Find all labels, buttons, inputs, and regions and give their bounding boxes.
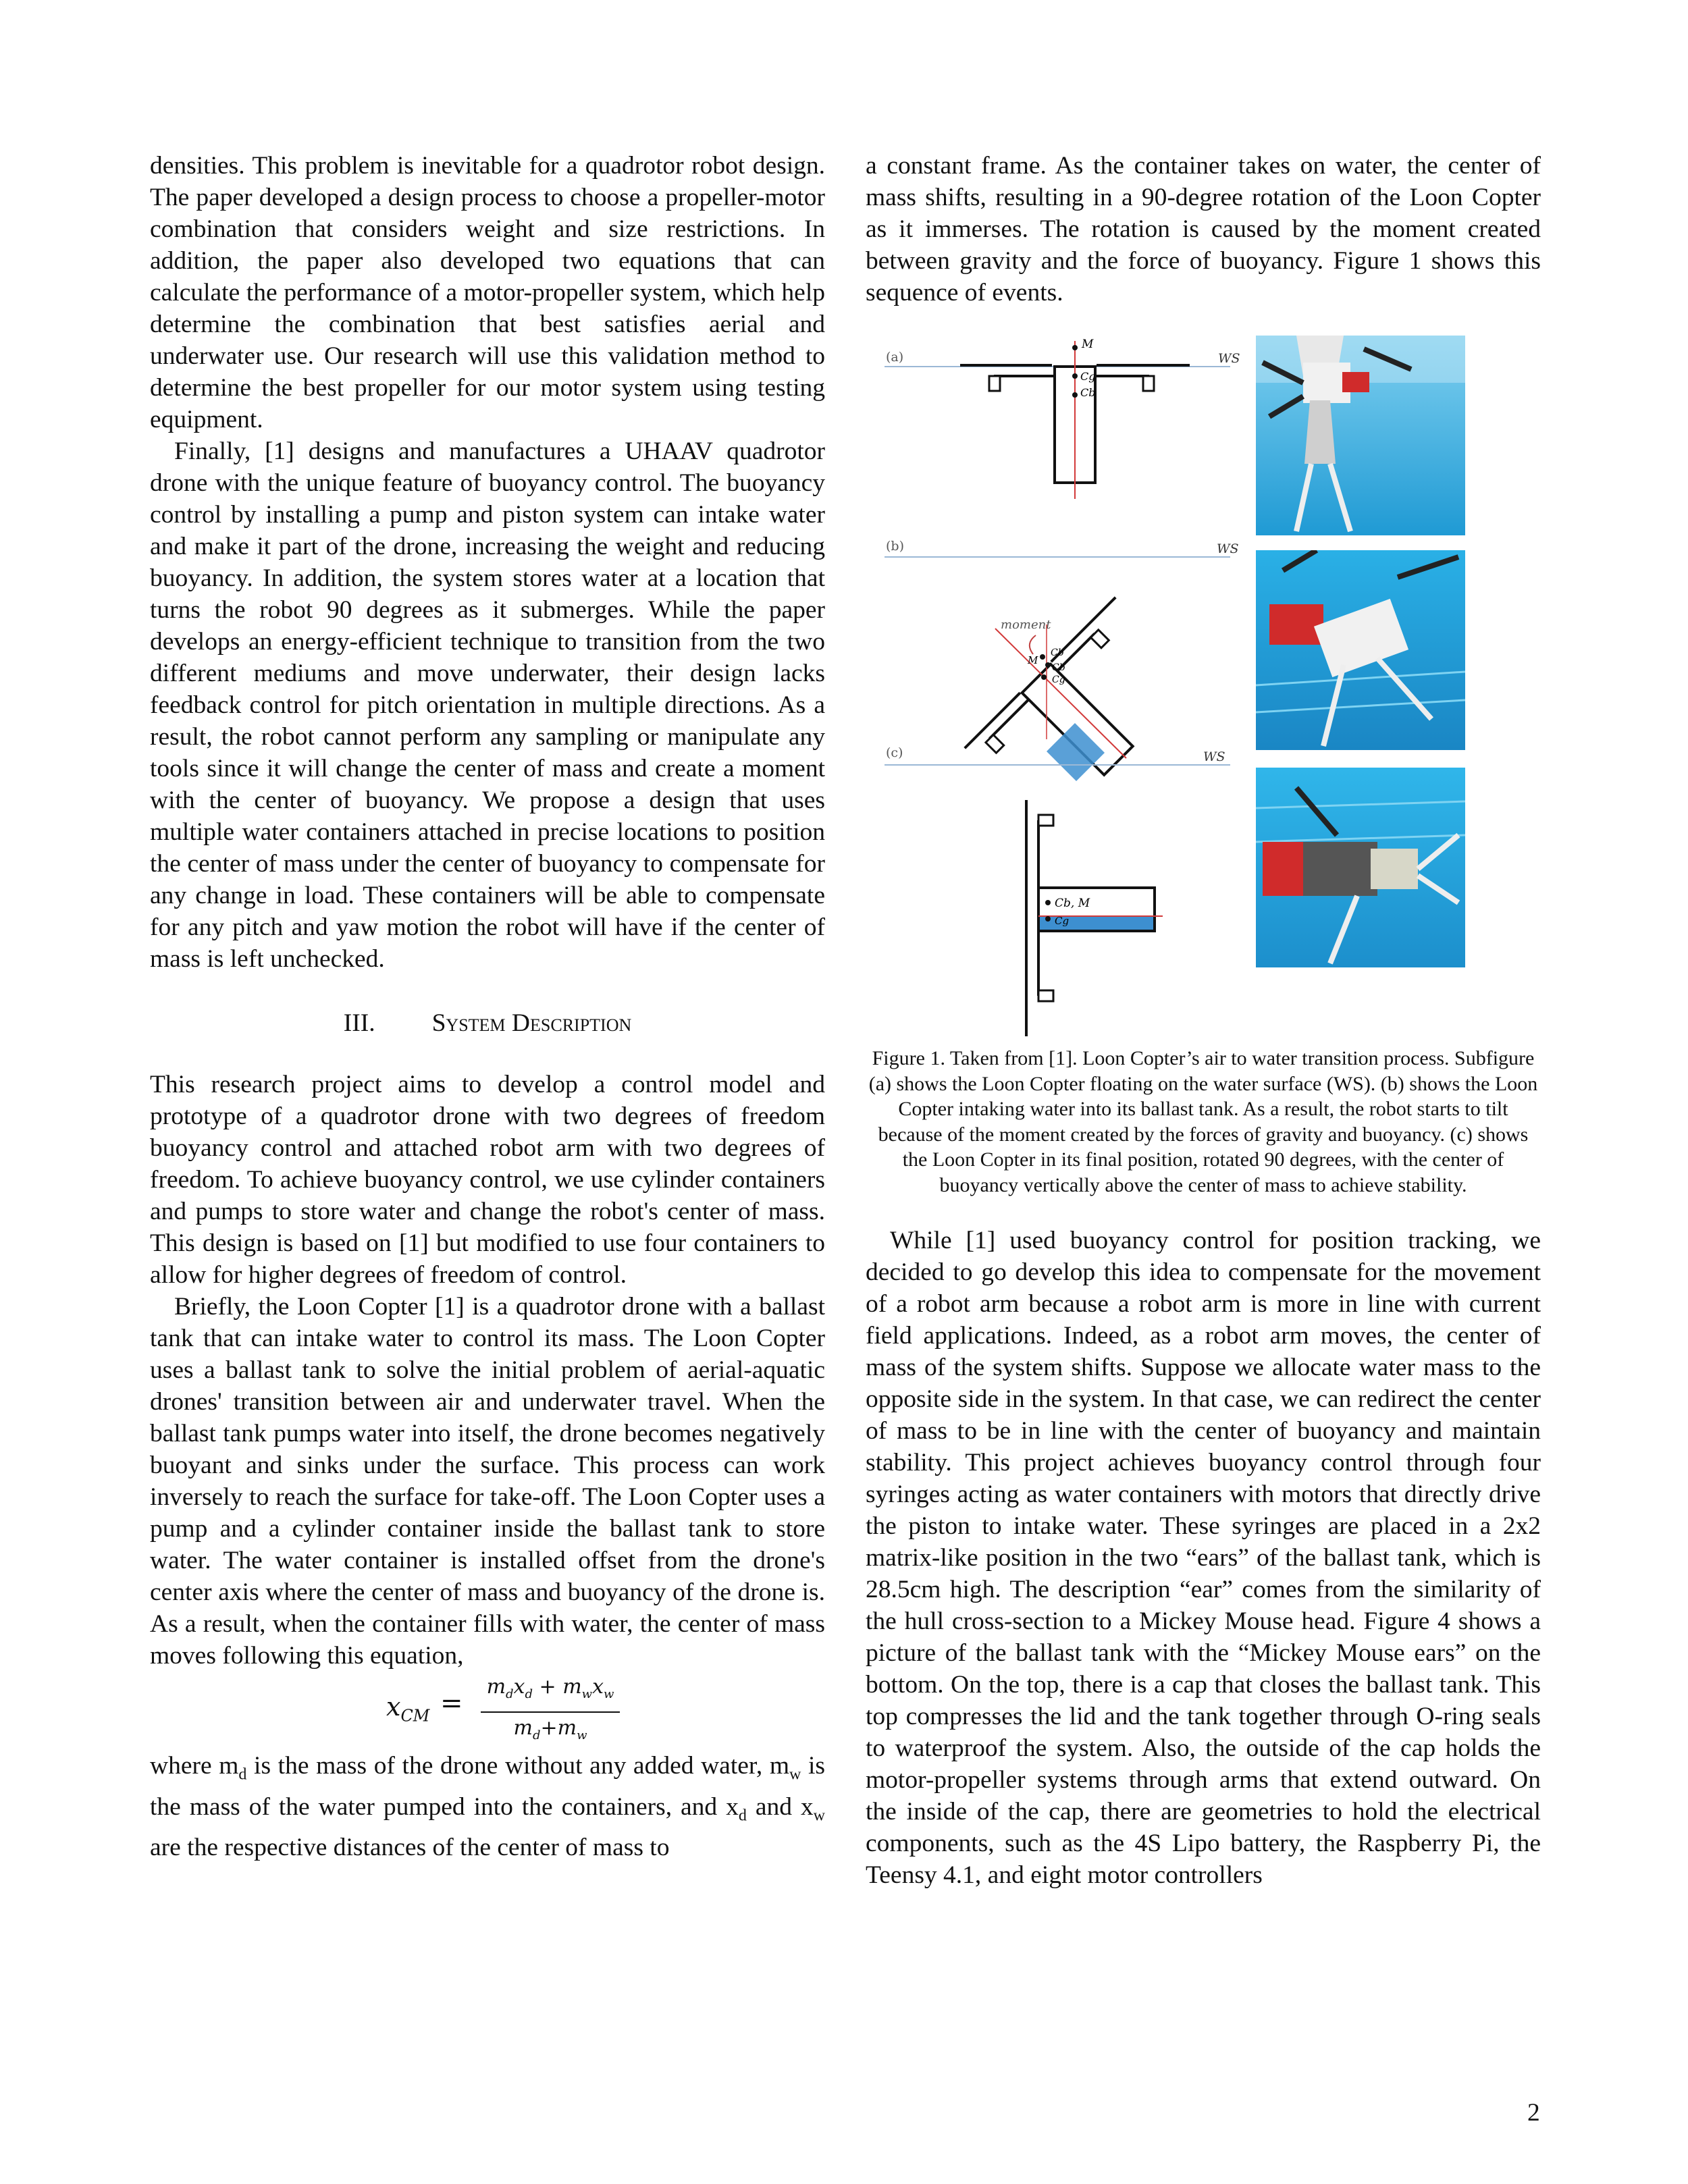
paragraph-where: where $m_d$ is the mass of the drone without any added water, $m_w$ is the mass of the water pumped into the containers, and $x_d$ and $x_w$ are the respective distances of the center of mass to: [150, 1752, 826, 1861]
photo-tilting: [1256, 550, 1465, 750]
left-column: [150, 150, 825, 1863]
cg-point-b: [1041, 674, 1047, 680]
photo-floating: [1256, 336, 1465, 535]
photo-tilting-image: [1256, 550, 1465, 750]
ws-label-c: WS: [1203, 749, 1225, 764]
equation-denominator: $m_d+m_w$: [513, 1716, 587, 1742]
section-title: System Description: [431, 1009, 632, 1037]
photo-submerged-image: [1256, 768, 1465, 967]
cg-label-b: Cg: [1052, 674, 1065, 685]
cb-m-label: Cb, M: [1055, 897, 1090, 910]
drone-submerged: [1026, 800, 1163, 1036]
equation-fraction: [481, 1674, 620, 1747]
drone-floating: [960, 338, 1190, 499]
cg-label-c: Cg: [1055, 915, 1070, 927]
moment-label: moment: [1001, 618, 1051, 632]
label-b: (b): [886, 539, 904, 554]
paragraph-briefly: Briefly, the Loon Copter [1] is a quadrotor drone with a ballast tank that can intake water to control its mass. The Loon Copter uses a ballast tank to solve the initial problem of aerial-aquatic drones' transition between air and underwater travel. When the ballast tank pumps water into itself, the drone becomes negatively buoyant and sinks under the surface. This process can work inversely to reach the surface for take-off. The Loon Copter uses a pump and a cylinder container inside the ballast tank to store water. The water container is installed offset from the drone's center axis where the center of mass and buoyancy of the drone is. As a result, when the container fills with water, the center of mass moves following this equation,: [150, 1293, 825, 1670]
page-number: 2: [1527, 2099, 1540, 2127]
mass-label-a: M: [1082, 338, 1094, 351]
photo-submerged: [1256, 768, 1465, 967]
cb-point-b: [1045, 662, 1051, 668]
cb-label-a: Cb: [1080, 386, 1096, 399]
equation-numerator: $m_dx_d + m_wx_w$: [486, 1675, 614, 1701]
center-of-mass-equation: [150, 1672, 825, 1750]
figure-1: [866, 327, 1541, 1046]
label-a: (a): [886, 350, 904, 365]
ws-label-a: WS: [1218, 351, 1240, 366]
section-number: III.: [343, 1009, 375, 1037]
equation-fraction-bar: [481, 1711, 620, 1713]
paragraph-constant-frame: a constant frame. As the container takes on water, the center of mass shifts, resulting in a 90-degree rotation of the Loon Copter as it immerses. The rotation is caused by the moment created between gravity and the force of buoyancy. Figure 1 shows this sequence of events.: [866, 152, 1541, 307]
cg-label-a: Cg: [1080, 370, 1096, 383]
right-column: [866, 150, 1541, 1891]
mass-label-b: M: [1028, 654, 1038, 666]
moment-arrow: [1030, 635, 1036, 654]
paragraph-while: While [1] used buoyancy control for position tracking, we decided to go develop this idea to compensate for the movement of a robot arm because a robot arm is more in line with current field applications. Indeed, as a robot arm moves, the center of mass of the system shifts. Suppose we allocate water mass to the opposite side in the system. In that case, we can redirect the center of mass to be in line with the center of buoyancy and maintain stability. This project achieves buoyancy control through four syringes acting as water containers with motors that directly drive the piston to intake water. These syringes are placed in a 2x2 matrix-like position in the two “ears” of the ballast tank, which is 28.5cm high. The description “ear” comes from the similarity of the hull cross-section to a Mickey Mouse head. Figure 4 shows a picture of the ballast tank with the “Mickey Mouse ears” on the bottom. On the top, there is a cap that closes the ballast tank. This top compresses the lid and the tank together through O-ring seals to waterproof the system. Also, the outside of the cap holds the motor-propeller systems through arms that extend outward. On the inside of the cap, there are geometries to hold the electrical components, such as the 4S Lipo battery, the Raspberry Pi, the Teensy 4.1, and eight motor controllers: [866, 1227, 1541, 1889]
photo-floating-image: [1256, 336, 1465, 535]
equation-lhs: $x_{CM}$: [386, 1692, 430, 1726]
section-heading: [150, 1007, 825, 1039]
equation-equals: =: [440, 1688, 463, 1719]
paragraph-densities: densities. This problem is inevitable for a quadrotor robot design. The paper developed a design process to choose a propeller-motor combination that considers weight and size restrictions. In addition, the paper also developed two equations that can calculate the performance of a motor-propeller system, which help determine the combination that best satisfies aerial and underwater use. Our research will use this validation method to determine the best propeller for our motor system using testing equipment.: [150, 152, 825, 433]
paragraph-finally: Finally, [1] designs and manufactures a UHAAV quadrotor drone with the unique feature of buoyancy control. The buoyancy control by installing a pump and piston system can intake water and make it part of the drone, increasing the weight and reducing buoyancy. In addition, the system stores water at a location that turns the robot 90 degrees as it submerges. While the paper develops an energy-efficient technique to transition from the two different mediums and move underwater, their design lacks feedback control for pitch orientation in multiple directions. As a result, the robot cannot perform any sampling or manipulate any tools since it will change the center of mass and create a moment with the center of buoyancy. We propose a design that uses multiple water containers attached in precise locations to position the center of mass under the center of buoyancy to compensate for any change in load. These containers will be able to compensate for any pitch and yaw motion the robot will have if the center of mass is left unchecked.: [150, 437, 825, 973]
figure-1-caption: Figure 1. Taken from [1]. Loon Copter’s air to water transition process. Subfigure (a) shows the Loon Copter floating on the water surface (WS). (b) shows the Loon Copter intaking water into its ballast tank. As a result, the robot starts to tilt because of the moment created by the forces of gravity and buoyancy. (c) shows the Loon Copter in its final position, rotated 90 degrees, with the center of buoyancy vertically above the center of mass to achieve stability.: [868, 1047, 1538, 1196]
cb-label-b: Cb: [1051, 647, 1064, 658]
mass-point-b: [1040, 654, 1045, 660]
ws-label-b: WS: [1217, 541, 1239, 556]
paragraph-research-project: This research project aims to develop a control model and prototype of a quadrotor drone with two degrees of freedom buoyancy control and attached robot arm with two degrees of freedom. To achieve buoyancy control, we use cylinder containers and pumps to store water and change the robot's center of mass. This design is based on [1] but modified to use four containers to allow for higher degrees of freedom of control.: [150, 1071, 825, 1289]
cb-label-b2: Cb: [1052, 662, 1065, 673]
label-c: (c): [886, 745, 903, 760]
